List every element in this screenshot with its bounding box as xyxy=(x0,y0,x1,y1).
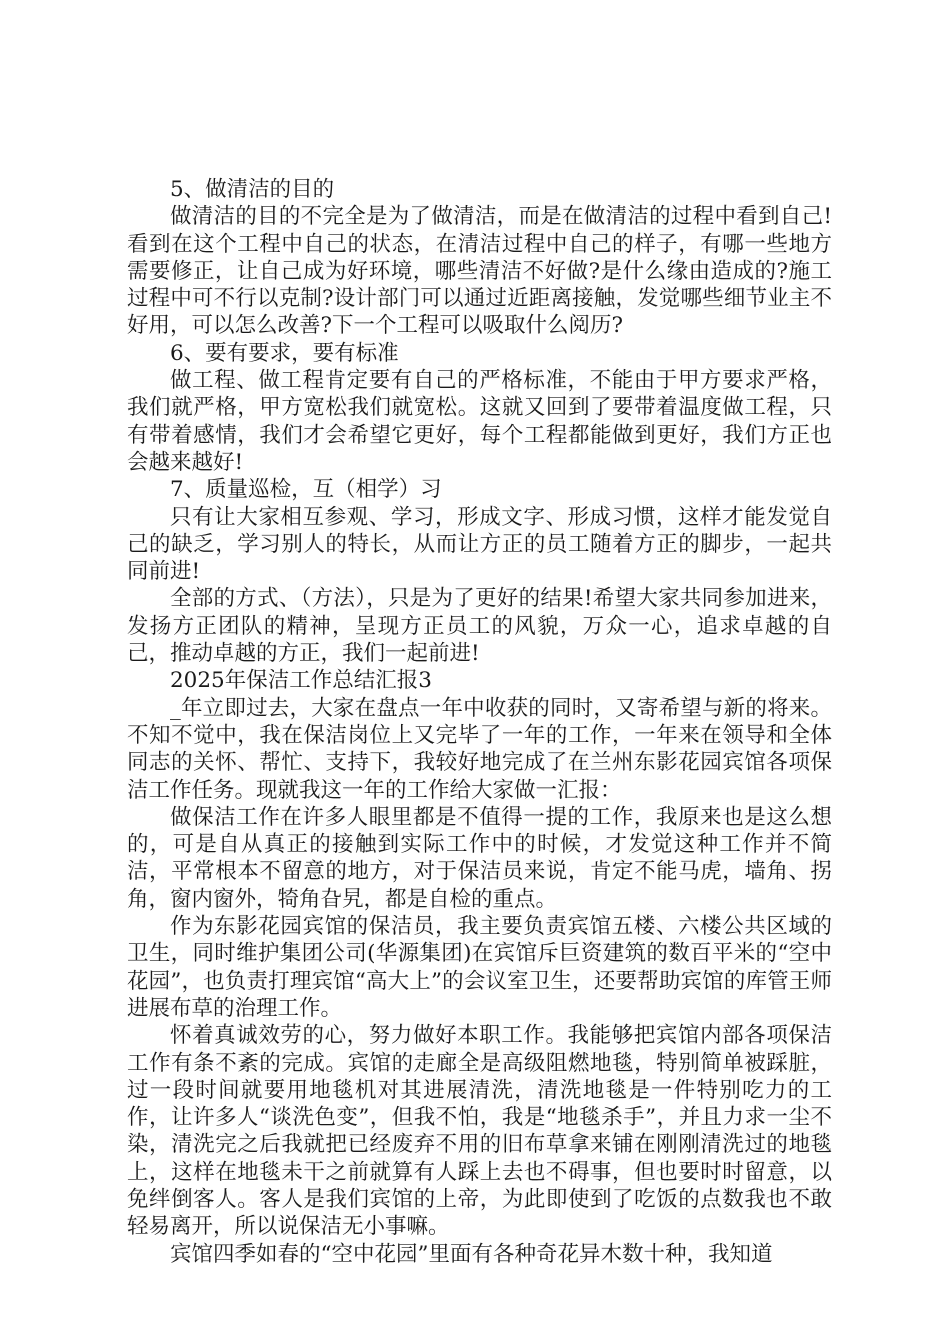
paragraph: 全部的方式、（方法），只是为了更好的结果!希望大家共同参加进来，发扬方正团队的精神，呈现方正员工的风貌，万众一心，追求卓越的自己，推动卓越的方正，我们一起前进! xyxy=(127,586,832,667)
paragraph: 作为东影花园宾馆的保洁员，我主要负责宾馆五楼、六楼公共区域的卫生，同时维护集团公司(华源集团)在宾馆斥巨资建筑的数百平米的“空中花园”，也负责打理宾馆“高大上”的会议室卫生，还要帮助宾馆的库管王师进展布草的治理工作。 xyxy=(127,914,832,1021)
paragraph: 宾馆四季如春的“空中花园”里面有各种奇花异木数十种，我知道 xyxy=(170,1241,773,1267)
report-title: 2025年保洁工作总结汇报3 xyxy=(170,668,432,694)
paragraph: 怀着真诚效劳的心，努力做好本职工作。我能够把宾馆内部各项保洁工作有条不紊的完成。宾馆的走廊全是高级阻燃地毯，特别简单被踩脏，过一段时间就要用地毯机对其进展清洗，清洗地毯是一件特别吃力的工作，让许多人“谈洗色变”，但我不怕，我是“地毯杀手”，并且力求一尘不染，清洗完之后我就把已经废弃不用的旧布草拿来铺在刚刚清洗过的地毯上，这样在地毯未干之前就算有人踩上去也不碍事，但也要时时留意，以免绊倒客人。客人是我们宾馆的上帝，为此即使到了吃饭的点数我也不敢轻易离开，所以说保洁无小事嘛。 xyxy=(127,1023,832,1240)
section-heading-7: 7、质量巡检，互（相学）习 xyxy=(170,477,442,503)
paragraph: 做清洁的目的不完全是为了做清洁，而是在做清洁的过程中看到自己!看到在这个工程中自己的状态，在清洁过程中自己的样子，有哪一些地方需要修正，让自己成为好环境，哪些清洁不好做?是什么缘由造成的?施工过程中可不行以克制?设计部门可以通过近距离接触，发觉哪些细节业主不好用，可以怎么改善?下一个工程可以吸取什么阅历? xyxy=(127,204,832,339)
section-heading-5: 5、做清洁的目的 xyxy=(170,177,335,202)
paragraph: 做工程、做工程肯定要有自己的严格标准，不能由于甲方要求严格，我们就严格，甲方宽松我们就宽松。这就又回到了要带着温度做工程，只有带着感情，我们才会希望它更好，每个工程都能做到更好，我们方正也会越来越好! xyxy=(127,368,832,475)
section-heading-6: 6、要有要求，要有标准 xyxy=(170,340,399,366)
paragraph: 只有让大家相互参观、学习，形成文字、形成习惯，这样才能发觉自己的缺乏，学习别人的特长，从而让方正的员工随着方正的脚步，一起共同前进! xyxy=(127,504,832,585)
paragraph: _年立即过去，大家在盘点一年中收获的同时，又寄希望与新的将来。不知不觉中，我在保洁岗位上又完毕了一年的工作，一年来在领导和全体同志的关怀、帮忙、支持下，我较好地完成了在兰州东影花园宾馆各项保洁工作任务。现就我这一年的工作给大家做一汇报： xyxy=(127,695,832,803)
document-body xyxy=(127,176,832,1268)
paragraph: 做保洁工作在许多人眼里都是不值得一提的工作，我原来也是这么想的，可是自从真正的接触到实际工作中的时候，才发觉这种工作并不简洁，平常根本不留意的地方，对于保洁员来说，肯定不能马虎，墙角、拐角，窗内窗外，犄角旮旯，都是自检的重点。 xyxy=(127,804,832,912)
